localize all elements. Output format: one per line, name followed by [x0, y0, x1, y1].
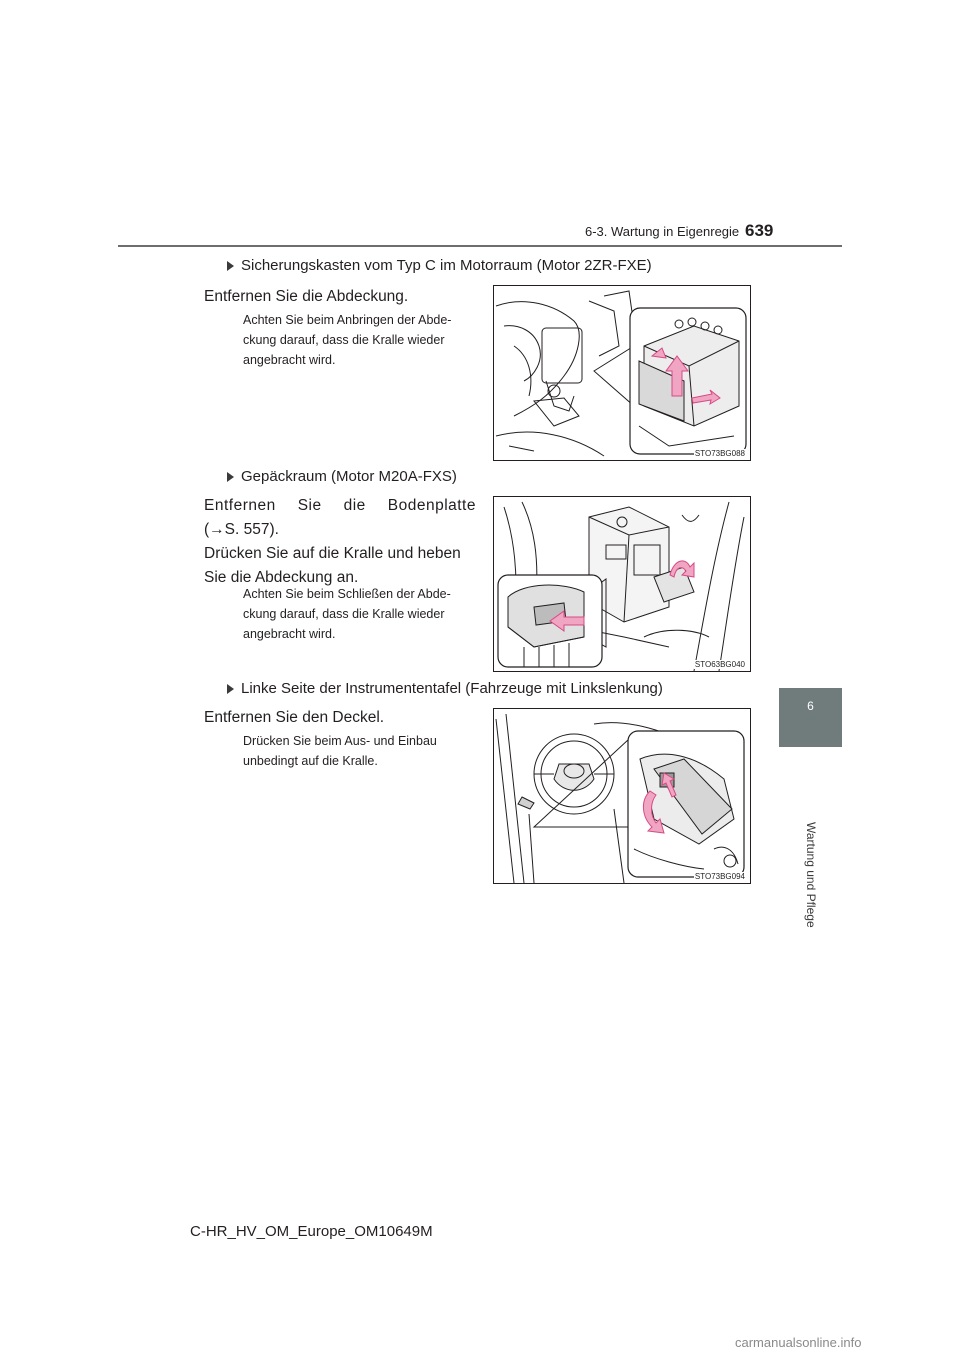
engine-bay-illustration — [494, 286, 750, 460]
luggage-compartment-illustration — [494, 497, 750, 671]
note-text-2: Achten Sie beim Schließen der Abde- ckung darauf, dass die Kralle wieder angebracht wird. — [243, 587, 451, 641]
block-heading-1: Sicherungskasten vom Typ C im Motorraum (Motor 2ZR-FXE) — [227, 257, 747, 274]
figure-caption-2: STO63BG040 — [694, 660, 745, 669]
document-code: C-HR_HV_OM_Europe_OM10649M — [190, 1223, 433, 1240]
chapter-title: Wartung und Pflege — [804, 822, 818, 928]
page-number: 639 — [745, 221, 774, 240]
figure-instrument-panel — [493, 708, 751, 884]
chapter-number: 6 — [807, 699, 814, 713]
header-rule — [118, 245, 842, 247]
bullet-triangle-icon — [227, 261, 234, 271]
bullet-triangle-icon — [227, 472, 234, 482]
chapter-tab — [779, 688, 842, 747]
step-text-2: Entfernen Sie die Bodenplatte (→S. 557). Drücken Sie auf die Kralle und heben Sie die Abdeckung an. — [204, 497, 476, 586]
watermark: carmanualsonline.info — [735, 1335, 862, 1350]
step-text-3: Entfernen Sie den Deckel. — [204, 709, 385, 726]
step-text-1: Entfernen Sie die Abdeckung. — [204, 288, 409, 305]
figure-caption-1: STO73BG088 — [694, 449, 745, 458]
block-heading-3: Linke Seite der Instrumententafel (Fahrzeuge mit Linkslenkung) — [227, 680, 747, 697]
figure-engine-fuse-box — [493, 285, 751, 461]
instrument-panel-illustration — [494, 709, 750, 883]
figure-caption-3: STO73BG094 — [694, 872, 745, 881]
note-text-1: Achten Sie beim Anbringen der Abde- ckung darauf, dass die Kralle wieder angebracht wird. — [243, 313, 452, 367]
figure-luggage-compartment — [493, 496, 751, 672]
section-title: 6-3. Wartung in Eigenregie — [585, 224, 740, 239]
bullet-triangle-icon — [227, 684, 234, 694]
block-heading-2: Gepäckraum (Motor M20A-FXS) — [227, 468, 627, 485]
note-text-3: Drücken Sie beim Aus- und Einbau unbedingt auf die Kralle. — [243, 734, 437, 768]
